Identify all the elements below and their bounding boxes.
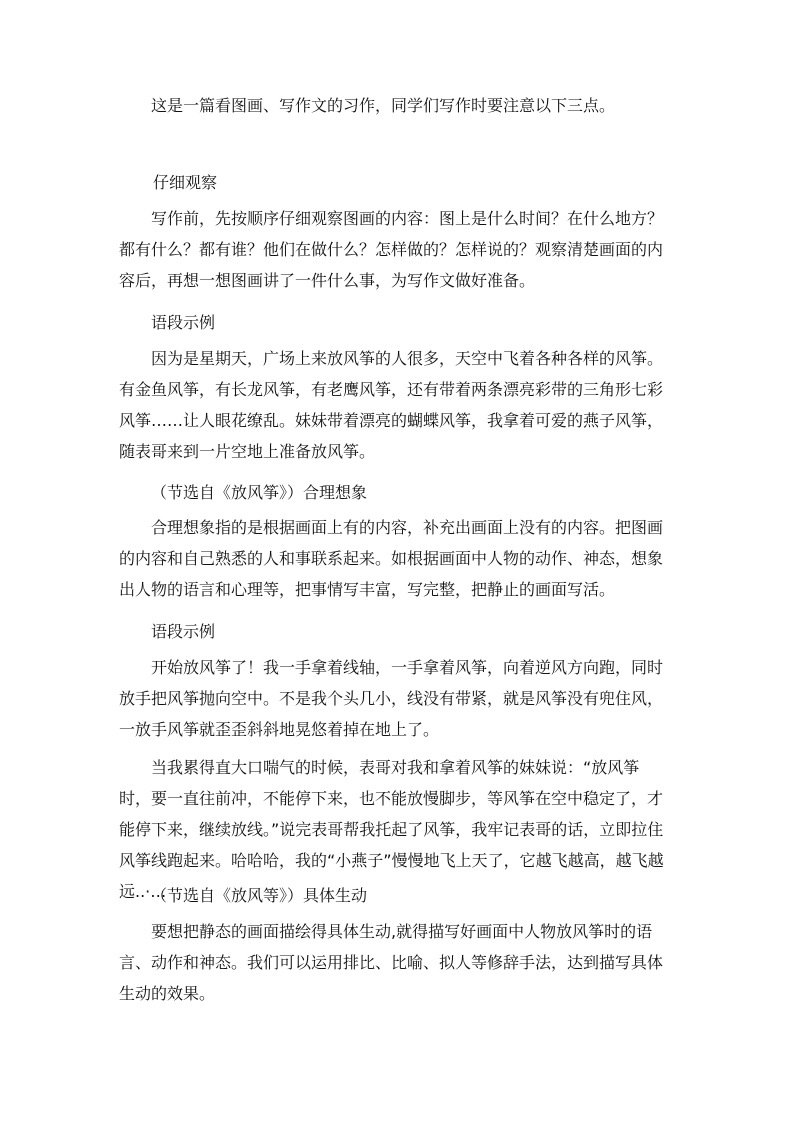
heading-observe: 仔细观察 bbox=[153, 173, 218, 192]
example-paragraph-2a: 开始放风筝了！我一手拿着线轴，一手拿着风筝，向着逆风方向跑，同时放手把风筝抛向空中。不是我个头几小，线没有带紧，就是风筝没有兜住风，一放手风筝就歪歪斜斜地晃悠着掉在地上了。 bbox=[119, 658, 664, 739]
example-label-2: 语段示例 bbox=[151, 622, 216, 641]
example-paragraph-2b: 当我累得直大口喘气的时候，表哥对我和拿着风筝的妹妹说：“放风筝时，要一直往前冲，不能停下来，也不能放慢脚步，等风筝在空中稳定了，才能停下来，继续放线。”说完表哥帮我托起了风筝，我牢记表哥的话，立即拉住风筝线跑起来。哈哈哈，我的“小燕子”慢慢地飞上天了，它越飞越高，越飞越远..·… bbox=[119, 758, 664, 901]
example-paragraph-1: 因为是星期天，广场上来放风筝的人很多，天空中飞着各种各样的风筝。有金鱼风筝，有长龙风筝，有老鹰风筝，还有带着两条漂亮彩带的三角形七彩风筝……让人眼花缭乱。妹妹带着漂亮的蝴蝶风筝，我拿着可爱的燕子风筝，随表哥来到一片空地上准备放风筝。 bbox=[119, 349, 664, 461]
example-label-1: 语段示例 bbox=[151, 313, 216, 332]
para-imagine: 合理想象指的是根据画面上有的内容，补充出画面上没有的内容。把图画的内容和自己熟悉的人和事联系起来。如根据画面中人物的动作、神态，想象出人物的语言和心理等，把事情写丰富，写完整，把静止的画面写活。 bbox=[119, 518, 664, 599]
para-vivid: 要想把静态的画面描绘得具体生动,就得描写好画面中人物放风筝时的语言、动作和神态。我们可以运用排比、比喻、拟人等修辞手法，达到描写具体生动的效果。 bbox=[119, 922, 664, 1003]
source-heading-3: （节选自《放风等》）具体生动 bbox=[151, 886, 368, 905]
para-observe: 写作前，先按顺序仔细观察图画的内容：图上是什么时间？在什么地方？都有什么？都有谁？他们在做什么？怎样做的？怎样说的？观察清楚画面的内容后，再想一想图画讲了一件什么事，为写作文做好准备。 bbox=[119, 209, 664, 290]
intro-text: 这是一篇看图画、写作文的习作，同学们写作时要注意以下三点。 bbox=[151, 96, 616, 115]
source-heading-2: （节选自《放风筝》）合理想象 bbox=[151, 483, 368, 502]
